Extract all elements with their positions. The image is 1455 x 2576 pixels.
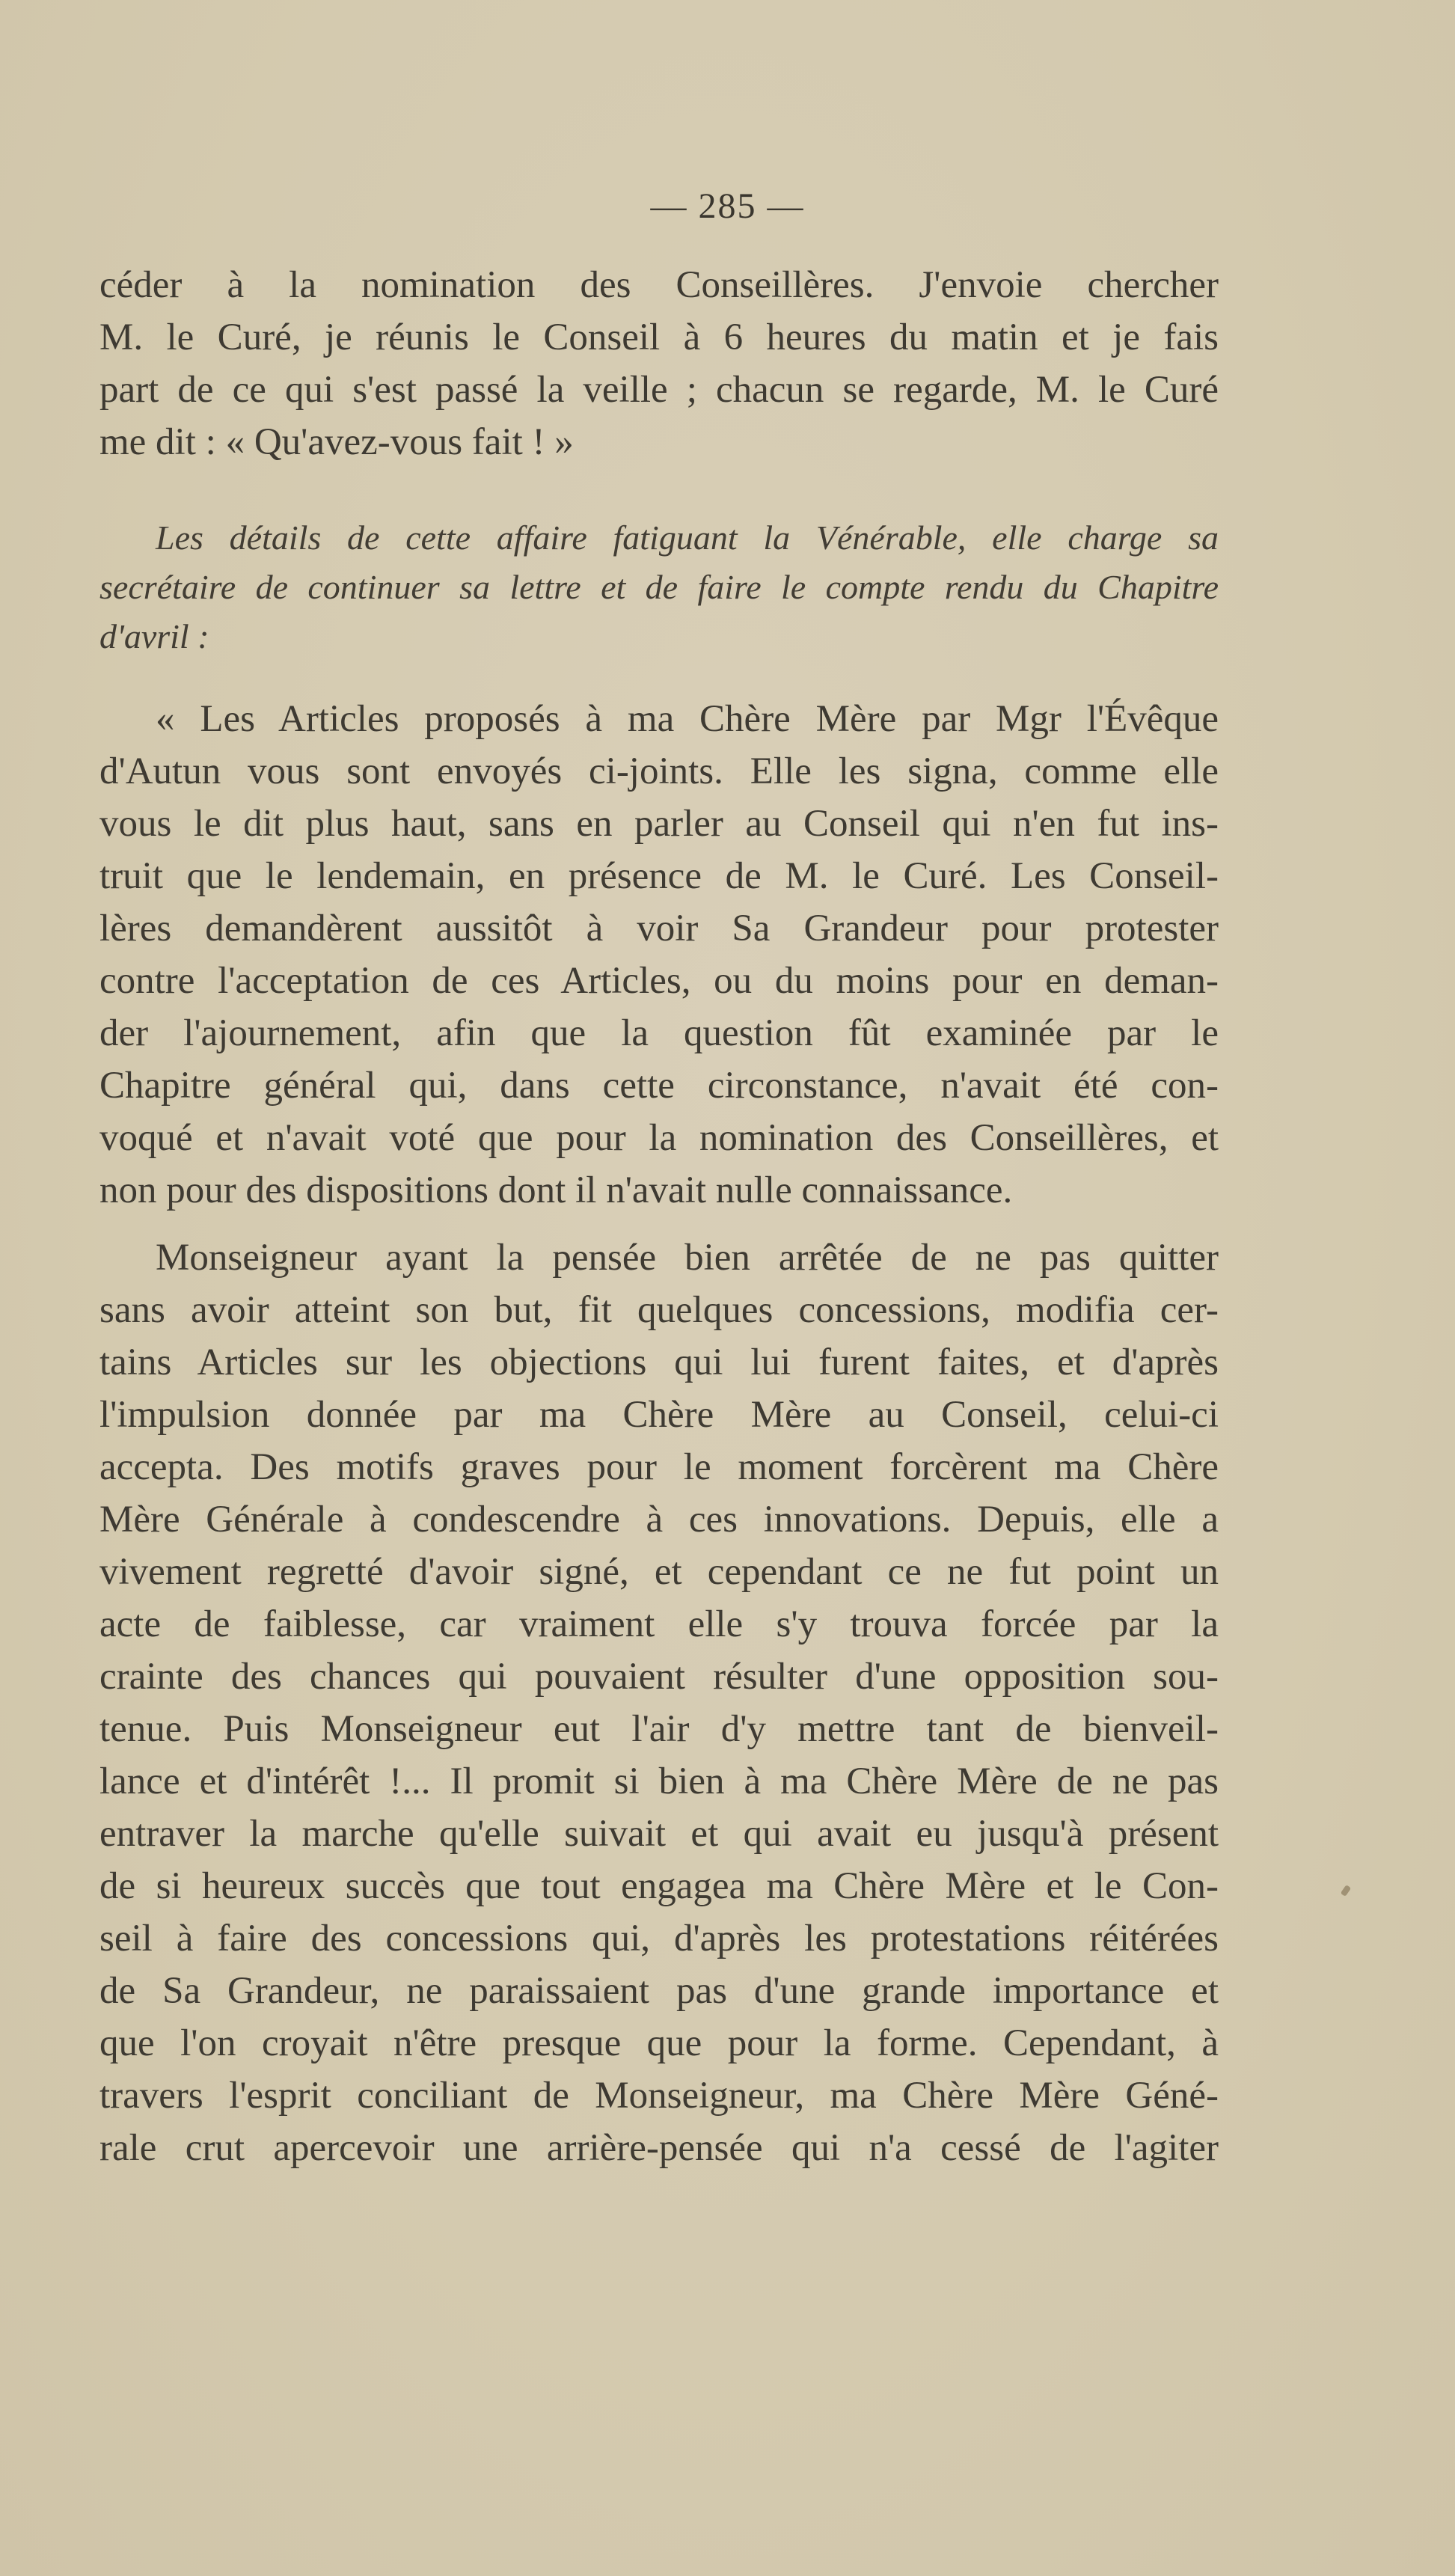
page-number: — 285 — <box>650 186 805 226</box>
note-line: secrétaire de continuer sa lettre et de faire le compte rendu du Chapitre <box>99 568 1219 606</box>
text-line: Chapitre général qui, dans cette circonstance, n'avait été con- <box>99 1065 1219 1107</box>
text-line: crainte des chances qui pouvaient résulter d'une opposition sou- <box>99 1656 1219 1698</box>
text-line: rale crut apercevoir une arrière-pensée qui n'a cessé de l'agiter <box>99 2127 1219 2169</box>
text-line: me dit : « Qu'avez-vous fait ! » <box>99 421 574 463</box>
text-line: tains Articles sur les objections qui lui furent faites, et d'après <box>99 1341 1219 1383</box>
text-line: d'Autun vous sont envoyés ci-joints. Elle les signa, comme elle <box>99 750 1219 792</box>
text-line: part de ce qui s'est passé la veille ; chacun se regarde, M. le Curé <box>99 369 1219 411</box>
text-line: accepta. Des motifs graves pour le moment forcèrent ma Chère <box>99 1446 1219 1488</box>
text-line: der l'ajournement, afin que la question fût examinée par le <box>99 1012 1219 1054</box>
text-line: vivement regretté d'avoir signé, et cependant ce ne fut point un <box>99 1551 1219 1593</box>
text-line: de Sa Grandeur, ne paraissaient pas d'une grande importance et <box>99 1970 1219 2012</box>
text-line: « Les Articles proposés à ma Chère Mère par Mgr l'Évêque <box>156 698 1219 740</box>
text-line: vous le dit plus haut, sans en parler au Conseil qui n'en fut ins- <box>99 803 1219 845</box>
text-line: lères demandèrent aussitôt à voir Sa Grandeur pour protester <box>99 908 1219 949</box>
text-line: sans avoir atteint son but, fit quelques concessions, modifia cer- <box>99 1289 1219 1331</box>
text-line: l'impulsion donnée par ma Chère Mère au Conseil, celui-ci <box>99 1394 1219 1436</box>
text-line: acte de faiblesse, car vraiment elle s'y trouva forcée par la <box>99 1603 1219 1645</box>
text-line: seil à faire des concessions qui, d'après les protestations réitérées <box>99 1918 1219 1959</box>
text-line: Mère Générale à condescendre à ces innovations. Depuis, elle a <box>99 1499 1219 1541</box>
paragraph-1 <box>99 259 1219 468</box>
note-line: Les détails de cette affaire fatiguant la Vénérable, elle charge sa <box>156 518 1219 557</box>
paper-speck <box>1341 1885 1352 1897</box>
text-line: truit que le lendemain, en présence de M. le Curé. Les Conseil- <box>99 855 1219 897</box>
text-line: tenue. Puis Monseigneur eut l'air d'y mettre tant de bienveil- <box>99 1708 1219 1750</box>
paragraph-2 <box>99 693 1219 1217</box>
text-line: céder à la nomination des Conseillères. J'envoie chercher <box>99 264 1219 306</box>
text-line: contre l'acceptation de ces Articles, ou du moins pour en deman- <box>99 960 1219 1002</box>
text-line: que l'on croyait n'être presque que pour la forme. Cependant, à <box>99 2022 1219 2064</box>
text-line: entraver la marche qu'elle suivait et qui avait eu jusqu'à présent <box>99 1813 1219 1855</box>
text-line: lance et d'intérêt !... Il promit si bien à ma Chère Mère de ne pas <box>99 1760 1219 1802</box>
text-line: travers l'esprit conciliant de Monseigneur, ma Chère Mère Géné- <box>99 2075 1219 2117</box>
text-line: non pour des dispositions dont il n'avait nulle connaissance. <box>99 1169 1013 1211</box>
note-line: d'avril : <box>99 617 209 655</box>
text-line: de si heureux succès que tout engagea ma Chère Mère et le Con- <box>99 1865 1219 1907</box>
text-line: voqué et n'avait voté que pour la nomination des Conseillères, et <box>99 1117 1219 1159</box>
text-line: M. le Curé, je réunis le Conseil à 6 heures du matin et je fais <box>99 316 1219 358</box>
paragraph-3 <box>99 1232 1219 2174</box>
text-line: Monseigneur ayant la pensée bien arrêtée de ne pas quitter <box>156 1237 1219 1279</box>
editorial-note <box>99 513 1219 661</box>
